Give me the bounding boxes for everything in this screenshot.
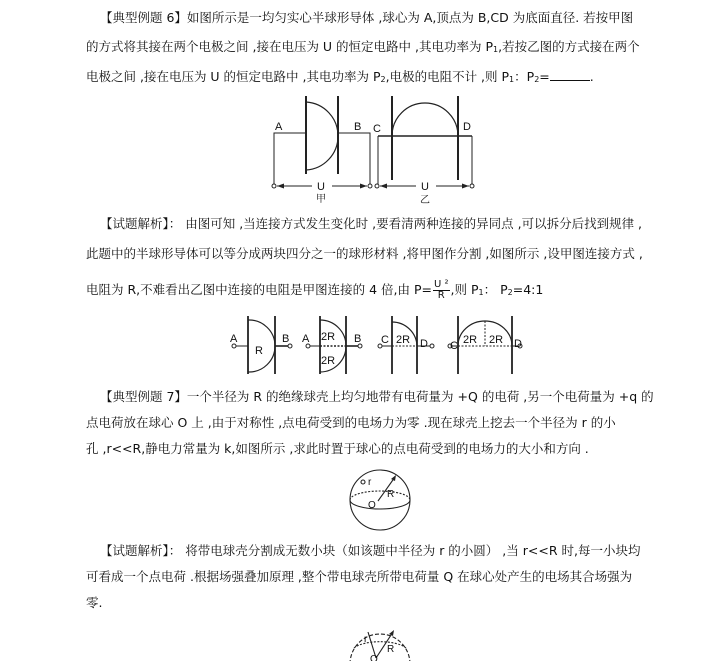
d4-label-C: C bbox=[450, 340, 458, 352]
caption-yi: 乙 bbox=[420, 195, 430, 205]
text: =4:1 bbox=[512, 282, 544, 297]
label-A: A bbox=[275, 121, 283, 133]
text: ：P bbox=[514, 69, 535, 84]
label-C: C bbox=[373, 123, 381, 135]
figure-sphere-dashed bbox=[340, 618, 420, 661]
subscript: 2 bbox=[507, 288, 513, 297]
label-B: B bbox=[354, 121, 362, 133]
subscript: 2 bbox=[534, 75, 540, 84]
d2-label-top: 2R bbox=[321, 331, 336, 343]
analysis7-line1: 【试题解析】： 将带电球壳分割成无数小块（如该题中半径为 r 的小圆） ,当 r<<R 时,每一小块均 bbox=[100, 543, 641, 558]
fraction-denominator: R bbox=[437, 290, 445, 301]
subscript: 1 bbox=[493, 45, 499, 54]
example7-line1: 【典型例题 7】一个半径为 R 的绝缘球壳上均匀地带有电荷量为 +Q 的电荷 ,另一个电荷量为 +q 的 bbox=[100, 389, 654, 404]
d4-label-left: 2R bbox=[463, 334, 478, 346]
text: ,则 P bbox=[450, 282, 479, 297]
answer-blank bbox=[550, 69, 590, 81]
fraction-numerator: U ² bbox=[434, 279, 449, 290]
figure-jia-yi bbox=[260, 90, 490, 205]
text: ,电极的电阻不计 ,则 P bbox=[385, 69, 510, 84]
d1-label-R: R bbox=[255, 345, 263, 357]
d3-label-R: 2R bbox=[396, 334, 411, 346]
d2-label-bottom: 2R bbox=[321, 355, 336, 367]
label-U2: U bbox=[421, 181, 429, 193]
d1-label-A: A bbox=[230, 333, 238, 345]
example6-line2 bbox=[86, 39, 640, 58]
d2-label-A: A bbox=[302, 333, 310, 345]
d2-label-B: B bbox=[354, 333, 362, 345]
example6-line3 bbox=[86, 69, 594, 88]
label-r: r bbox=[364, 634, 368, 645]
figure-sphere bbox=[340, 465, 420, 535]
analysis6-line1: 【试题解析】： 由图可知 ,当连接方式发生变化时 ,要看清两种连接的异同点 ,可以拆分后找到规律 , bbox=[100, 216, 643, 231]
analysis6-line3 bbox=[86, 280, 543, 301]
text: 电阻为 R,不难看出乙图中连接的电阻是甲图连接的 4 倍,由 P= bbox=[86, 282, 432, 297]
label-D: D bbox=[463, 121, 471, 133]
label-U1: U bbox=[317, 181, 325, 193]
subscript: 1 bbox=[509, 75, 515, 84]
d4-label-right: 2R bbox=[489, 334, 504, 346]
example7-line2: 点电荷放在球心 O 上 ,由于对称性 ,点电荷受到的电场力为零 .现在球壳上挖去一个半径为 r 的小 bbox=[86, 415, 616, 430]
analysis7-line3: 零. bbox=[86, 595, 103, 610]
subscript: 2 bbox=[380, 75, 386, 84]
analysis6-line2: 此题中的半球形导体可以等分成两块四分之一的球形材料 ,将甲图作分割 ,如图所示 ,设甲图连接方式 , bbox=[86, 246, 643, 261]
text: 电极之间 ,接在电压为 U 的恒定电路中 ,其电功率为 P bbox=[86, 69, 381, 84]
example7-line3: 孔 ,r<<R,静电力常量为 k,如图所示 ,求此时置于球心的点电荷受到的电场力的大小和方向 . bbox=[86, 441, 589, 456]
d4-label-D: D bbox=[514, 338, 522, 350]
subscript: 1 bbox=[478, 288, 484, 297]
example6-line1: 【典型例题 6】如图所示是一均匀实心半球形导体 ,球心为 A,顶点为 B,CD 为底面直径. 若按甲图 bbox=[100, 10, 634, 25]
text: 的方式将其接在两个电极之间 ,接在电压为 U 的恒定电路中 ,其电功率为 P bbox=[86, 39, 494, 54]
d3-label-D: D bbox=[420, 338, 428, 350]
label-r: r bbox=[368, 477, 372, 488]
label-R: R bbox=[387, 489, 395, 500]
label-O: O bbox=[368, 500, 376, 511]
d1-label-B: B bbox=[282, 333, 290, 345]
analysis7-line2: 可看成一个点电荷 .根据场强叠加原理 ,整个带电球壳所带电荷量 Q 在球心处产生的电场其合场强为 bbox=[86, 569, 633, 584]
fraction bbox=[433, 280, 450, 301]
text: . bbox=[589, 69, 594, 84]
label-R: R bbox=[387, 644, 395, 655]
text: ： P bbox=[483, 282, 508, 297]
caption-jia: 甲 bbox=[316, 194, 326, 205]
figure-split bbox=[220, 310, 530, 380]
text: ,若按乙图的方式接在两个 bbox=[498, 39, 640, 54]
d3-label-C: C bbox=[381, 334, 389, 346]
text: = bbox=[539, 69, 550, 84]
label-O: O bbox=[370, 654, 378, 661]
